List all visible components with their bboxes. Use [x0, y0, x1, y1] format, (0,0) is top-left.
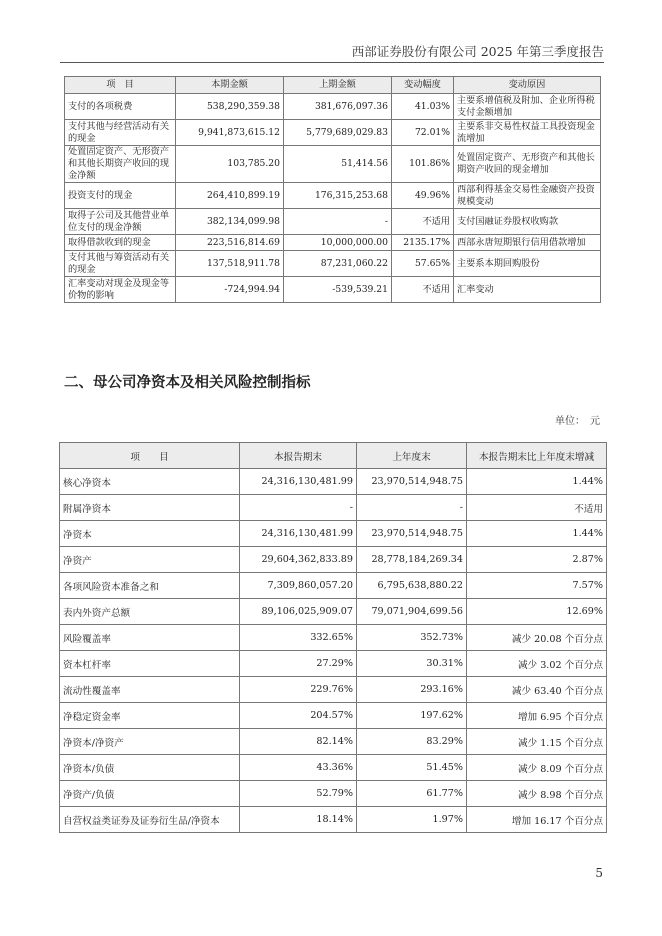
period-end-cell: 18.14% [240, 807, 357, 833]
prior-amount-cell: 176,315,253.68 [284, 183, 392, 209]
period-end-cell: 24,316,130,481.99 [240, 469, 357, 495]
page-header: 西部证券股份有限公司 2025 年第三季度报告 [351, 44, 604, 59]
item-cell: 取得子公司及其他营业单位支付的现金净额 [65, 209, 176, 235]
item-cell: 净资本/负债 [60, 755, 240, 781]
prior-year-end-cell: 30.31% [357, 651, 467, 677]
item-cell: 支付其他与筹资活动有关的现金 [65, 251, 176, 277]
period-end-cell: 52.79% [240, 781, 357, 807]
reason-cell: 主要系非交易性权益工具投资现金流增加 [454, 120, 601, 146]
current-amount-cell: 9,941,873,615.12 [176, 120, 284, 146]
header-divider [60, 62, 604, 63]
item-cell: 资本杠杆率 [60, 651, 240, 677]
table-row [60, 547, 607, 573]
table-row [60, 625, 607, 651]
column-header: 项 目 [65, 77, 176, 94]
item-cell: 净资产/负债 [60, 781, 240, 807]
prior-year-end-cell: 1.97% [357, 807, 467, 833]
prior-amount-cell: 51,414.56 [284, 146, 392, 183]
item-cell: 风险覆盖率 [60, 625, 240, 651]
current-amount-cell: 382,134,099.98 [176, 209, 284, 235]
reason-cell: 西部利得基金交易性金融资产投资规模变动 [454, 183, 601, 209]
current-amount-cell: 264,410,899.19 [176, 183, 284, 209]
reason-cell: 支付国融证券股权收购款 [454, 209, 601, 235]
change-cell: 7.57% [467, 573, 607, 599]
item-cell: 净资产 [60, 547, 240, 573]
change-cell: 减少 8.09 个百分点 [467, 755, 607, 781]
period-end-cell: 7,309,860,057.20 [240, 573, 357, 599]
table-row [60, 495, 607, 521]
table-header-row [60, 443, 607, 469]
reason-cell: 主要系本期回购股份 [454, 251, 601, 277]
column-header: 本报告期末 [240, 443, 357, 469]
change-cell: 2.87% [467, 547, 607, 573]
change-cell: 1.44% [467, 521, 607, 547]
period-end-cell: 89,106,025,909.07 [240, 599, 357, 625]
table-row [65, 251, 601, 277]
item-cell: 表内外资产总额 [60, 599, 240, 625]
page-number: 5 [595, 866, 603, 880]
table-row [60, 807, 607, 833]
item-cell: 各项风险资本准备之和 [60, 573, 240, 599]
table-row [65, 120, 601, 146]
current-amount-cell: 538,290,359.38 [176, 94, 284, 120]
prior-amount-cell: 5,779,689,029.83 [284, 120, 392, 146]
item-cell: 汇率变动对现金及现金等价物的影响 [65, 277, 176, 303]
prior-year-end-cell: 352.73% [357, 625, 467, 651]
reason-cell: 西部永唐短期银行信用借款增加 [454, 235, 601, 251]
table-row [60, 781, 607, 807]
change-rate-cell: 57.65% [392, 251, 454, 277]
change-rate-cell: 不适用 [392, 209, 454, 235]
prior-year-end-cell: 23,970,514,948.75 [357, 469, 467, 495]
change-cell: 12.69% [467, 599, 607, 625]
prior-year-end-cell: 61.77% [357, 781, 467, 807]
table-row [60, 573, 607, 599]
change-cell: 1.44% [467, 469, 607, 495]
reason-cell: 汇率变动 [454, 277, 601, 303]
change-rate-cell: 49.96% [392, 183, 454, 209]
current-amount-cell: 103,785.20 [176, 146, 284, 183]
section-title: 二、母公司净资本及相关风险控制指标 [64, 374, 311, 391]
change-cell: 减少 1.15 个百分点 [467, 729, 607, 755]
prior-year-end-cell: 51.45% [357, 755, 467, 781]
item-cell: 投资支付的现金 [65, 183, 176, 209]
change-cell: 减少 63.40 个百分点 [467, 677, 607, 703]
column-header: 本报告期末比上年度末增减 [467, 443, 607, 469]
current-amount-cell: -724,994.94 [176, 277, 284, 303]
prior-amount-cell: 381,676,097.36 [284, 94, 392, 120]
prior-amount-cell: 87,231,060.22 [284, 251, 392, 277]
prior-amount-cell: - [284, 209, 392, 235]
table-row [60, 677, 607, 703]
item-cell: 附属净资本 [60, 495, 240, 521]
item-cell: 净资本 [60, 521, 240, 547]
change-rate-cell: 41.03% [392, 94, 454, 120]
prior-year-end-cell: - [357, 495, 467, 521]
prior-year-end-cell: 293.16% [357, 677, 467, 703]
item-cell: 处置固定资产、无形资产和其他长期资产收回的现金净额 [65, 146, 176, 183]
period-end-cell: 29,604,362,833.89 [240, 547, 357, 573]
period-end-cell: - [240, 495, 357, 521]
column-header: 上期金额 [284, 77, 392, 94]
item-cell: 核心净资本 [60, 469, 240, 495]
item-cell: 流动性覆盖率 [60, 677, 240, 703]
item-cell: 净资本/净资产 [60, 729, 240, 755]
net-capital-risk-indicators-table [59, 442, 607, 833]
change-rate-cell: 72.01% [392, 120, 454, 146]
period-end-cell: 27.29% [240, 651, 357, 677]
column-header: 本期金额 [176, 77, 284, 94]
prior-year-end-cell: 79,071,904,699.56 [357, 599, 467, 625]
column-header: 变动原因 [454, 77, 601, 94]
change-cell: 减少 20.08 个百分点 [467, 625, 607, 651]
table-row [65, 277, 601, 303]
current-amount-cell: 137,518,911.78 [176, 251, 284, 277]
item-cell: 支付的各项税费 [65, 94, 176, 120]
prior-amount-cell: 10,000,000.00 [284, 235, 392, 251]
item-cell: 净稳定资金率 [60, 703, 240, 729]
change-cell: 增加 6.95 个百分点 [467, 703, 607, 729]
prior-year-end-cell: 6,795,638,880.22 [357, 573, 467, 599]
change-rate-cell: 不适用 [392, 277, 454, 303]
reason-cell: 主要系增值税及附加、企业所得税支付金额增加 [454, 94, 601, 120]
change-cell: 减少 3.02 个百分点 [467, 651, 607, 677]
item-cell: 自营权益类证券及证券衍生品/净资本 [60, 807, 240, 833]
table-row [65, 146, 601, 183]
table-row [60, 599, 607, 625]
period-end-cell: 24,316,130,481.99 [240, 521, 357, 547]
period-end-cell: 43.36% [240, 755, 357, 781]
period-end-cell: 82.14% [240, 729, 357, 755]
prior-amount-cell: -539,539.21 [284, 277, 392, 303]
period-end-cell: 229.76% [240, 677, 357, 703]
item-cell: 取得借款收到的现金 [65, 235, 176, 251]
prior-year-end-cell: 28,778,184,269.34 [357, 547, 467, 573]
change-cell: 减少 8.98 个百分点 [467, 781, 607, 807]
current-amount-cell: 223,516,814.69 [176, 235, 284, 251]
period-end-cell: 204.57% [240, 703, 357, 729]
prior-year-end-cell: 23,970,514,948.75 [357, 521, 467, 547]
item-cell: 支付其他与经营活动有关的现金 [65, 120, 176, 146]
change-cell: 不适用 [467, 495, 607, 521]
table-row [65, 183, 601, 209]
period-end-cell: 332.65% [240, 625, 357, 651]
column-header: 变动幅度 [392, 77, 454, 94]
unit-label: 单位： 元 [555, 416, 600, 427]
table-row [60, 755, 607, 781]
prior-year-end-cell: 197.62% [357, 703, 467, 729]
change-rate-cell: 101.86% [392, 146, 454, 183]
table-row [60, 703, 607, 729]
column-header: 项 目 [60, 443, 240, 469]
table-row [60, 729, 607, 755]
table-row [60, 469, 607, 495]
cash-flow-changes-table [64, 76, 601, 303]
table-row [65, 209, 601, 235]
column-header: 上年度末 [357, 443, 467, 469]
table-header-row [65, 77, 601, 94]
table-row [60, 651, 607, 677]
change-cell: 增加 16.17 个百分点 [467, 807, 607, 833]
change-rate-cell: 2135.17% [392, 235, 454, 251]
prior-year-end-cell: 83.29% [357, 729, 467, 755]
table-row [65, 235, 601, 251]
table-row [65, 94, 601, 120]
reason-cell: 处置固定资产、无形资产和其他长期资产收回的现金增加 [454, 146, 601, 183]
table-row [60, 521, 607, 547]
